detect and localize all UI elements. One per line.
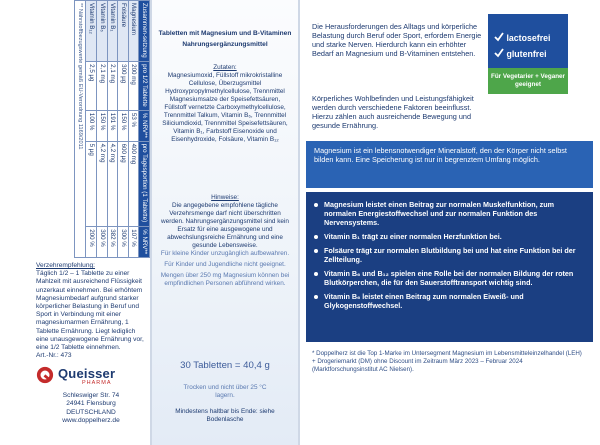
best-before: Mindestens haltbar bis Ende: siehe Bodenlasche xyxy=(175,408,275,423)
address-line: DEUTSCHLAND xyxy=(66,408,116,416)
cell-nrv1: 191 % xyxy=(107,110,118,141)
cell-name: Vitamin B₁₂ xyxy=(86,1,97,62)
art-number: Art.-Nr.: 473 xyxy=(36,352,72,359)
claim-text: Folsäure trägt zur normalen Blutbildung bei und hat eine Funktion bei der Zellteilung. xyxy=(324,246,576,264)
address-line: Schleswiger Str. 74 xyxy=(62,392,120,399)
cell-half: 2,1 mg xyxy=(97,62,108,111)
badge-gluten-label: glutenfrei xyxy=(506,49,547,59)
cell-nrv2: 300 % xyxy=(97,227,108,258)
table-row xyxy=(128,1,139,258)
cell-day: 5 µg xyxy=(86,141,97,227)
hdr-per-half: pro 1/2 Tablette xyxy=(139,62,150,111)
bullet-icon xyxy=(314,203,318,207)
hdr-per-day: pro Tagesportion (1 Tablette) xyxy=(139,141,150,227)
ingredients-block xyxy=(158,64,292,144)
table-row xyxy=(107,1,118,258)
cell-name: Folsäure xyxy=(118,1,129,62)
footnote: * Doppelherz ist die Top 1-Marke im Untersegment Magnesium im Lebensmitteleinzelhandel (LEH) + Drogeriemarkt (DM) ohne Discount im Zeitraum März 2023 – Februar 2024 (Marktforschungsinstitut AC Nielsen). xyxy=(312,350,582,373)
brand-logo xyxy=(36,364,146,388)
claim-item xyxy=(314,200,585,227)
cell-nrv1: 100 % xyxy=(86,110,97,141)
claim-item xyxy=(314,232,585,241)
middle-panel xyxy=(152,0,298,445)
badge-lactose xyxy=(494,32,550,43)
nutrition-table xyxy=(74,0,150,258)
cell-day: 400 mg xyxy=(128,141,139,227)
cell-half: 2,5 µg xyxy=(86,62,97,111)
hdr-nrv2: % NRV** xyxy=(139,227,150,258)
youth-warning: Für Kinder und Jugendliche nicht geeignet. xyxy=(164,261,286,268)
verzehr-heading: Verzehrempfehlung: xyxy=(36,262,96,269)
notes-heading: Hinweise: xyxy=(211,194,239,201)
cell-nrv2: 200 % xyxy=(86,227,97,258)
cell-nrv1: 53 % xyxy=(128,110,139,141)
table-row xyxy=(118,1,129,258)
storage: Trocken und nicht über 25 °C lagern. xyxy=(183,384,267,399)
cell-nrv1: 150 % xyxy=(97,110,108,141)
check-icon xyxy=(494,48,504,58)
intro-text-2: Körperliches Wohlbefinden und Leistungsfähigkeit werden durch verschiedene Faktoren beeinflusst. Hierzu zählen auch ausreichende Bewegung und gesunde Ernährung. xyxy=(312,94,474,130)
claim-text: Vitamin B₆ und B₁₂ spielen eine Rolle bei der normalen Bildung der roten Blutkörperchen, die für den Sauerstofftransport wichtig sind. xyxy=(324,269,574,287)
table-row xyxy=(97,1,108,258)
cell-day: 600 µg xyxy=(118,141,129,227)
cell-half: 200 mg xyxy=(128,62,139,111)
bullet-icon xyxy=(314,295,318,299)
product-title: Tabletten mit Magnesium und B-Vitaminen xyxy=(158,30,292,37)
table-footnote: ** Nährstoffbezugswerte gemäß EU-Verordnung 1169/2011 xyxy=(74,1,86,258)
product-title-block xyxy=(158,30,292,49)
verzehr-text: Täglich 1/2 – 1 Tablette zu einer Mahlzeit mit ausreichend Flüssigkeit unzerkaut einnehmen. Bei erhöhtem Magnesiumbedarf aufgrund starker körperlicher Belastung in Beruf und Sport in Verbindung mit einer magnesiumarmen Ernährung, 1 Tablette Ernährung. Liegt lediglich eine unausgewogene Ernährung vor, eine 1/2 Tablette einnehmen. xyxy=(36,270,144,352)
magnesium-callout: Magnesium ist ein lebensnotwendiger Mineralstoff, den der Körper nicht selbst bilden kann. Eine Speicherung ist nur in begrenztem Umfang möglich. xyxy=(306,141,593,188)
cell-half: 2,1 mg xyxy=(107,62,118,111)
cell-nrv2: 107 % xyxy=(128,227,139,258)
brand-name: Queisser xyxy=(58,366,116,381)
claim-item xyxy=(314,269,585,287)
quantity: 30 Tabletten = 40,4 g xyxy=(180,360,270,371)
health-claims-box xyxy=(306,192,593,342)
ingredients-heading: Zutaten: xyxy=(213,64,237,71)
check-icon xyxy=(494,32,504,42)
cell-name: Vitamin B₁ xyxy=(107,1,118,62)
cell-name: Vitamin B₆ xyxy=(97,1,108,62)
ingredients-text: Magnesiumoxid, Füllstoff mikrokristalline Cellulose, Überzugsmittel Hydroxypropylmethylcellulose, Trennmittel Magnesiumsalze der Speisefettsäuren, Füllstoff vernetzte Carboxymethylcellulose, Trennmittel Talkum, Vitamin B₆, Trennmittel Siliciumdioxid, Trennmittel Speisefettsäuren, Vitamin B₁, Farbstoff Eisenoxide und Eisenhydroxide, Folsäure, Vitamin B₁₂ xyxy=(162,72,288,143)
product-subtitle: Nahrungsergänzungsmittel xyxy=(182,41,268,48)
right-panel xyxy=(300,0,600,445)
nutrition-table-wrap xyxy=(0,0,150,258)
hdr-nutrient: Zusammen-setzung xyxy=(139,1,150,62)
claim-text: Vitamin B₆ leistet einen Beitrag zum normalen Eiweiß- und Glykogenstoffwechsel. xyxy=(324,292,524,310)
claim-item xyxy=(314,246,585,264)
claim-text: Magnesium leistet einen Beitrag zur normalen Muskelfunktion, zum normalen Energiestoffwechsel und zur normalen Funktion des Nervensystems. xyxy=(324,200,555,227)
claim-item xyxy=(314,292,585,310)
website-link: www.doppelherz.de xyxy=(62,417,120,425)
bullet-icon xyxy=(314,272,318,276)
cell-day: 4,2 mg xyxy=(107,141,118,227)
claim-text: Vitamin B₁ trägt zu einer normalen Herzfunktion bei. xyxy=(324,232,502,241)
children-warning: Für kleine Kinder unzugänglich aufbewahren. xyxy=(160,250,290,257)
cell-half: 300 µg xyxy=(118,62,129,111)
cell-nrv1: 150 % xyxy=(118,110,129,141)
cell-nrv2: 382 % xyxy=(107,227,118,258)
cell-nrv2: 300 % xyxy=(118,227,129,258)
badge-lactose-label: lactosefrei xyxy=(506,33,551,43)
cell-day: 4,2 mg xyxy=(97,141,108,227)
notes-text: Die angegebene empfohlene tägliche Verzehrsmenge darf nicht überschritten werden. Nahrungsergänzungsmittel sind kein Ersatz für eine ausgewogene und abwechslungsreiche Ernährung und eine gesunde Lebensweise. xyxy=(161,202,289,249)
hdr-nrv1: % NRV** xyxy=(139,110,150,141)
left-panel xyxy=(0,0,150,445)
brand-sub: PHARMA xyxy=(82,380,112,386)
address xyxy=(36,392,146,426)
vegan-badge: Für Vegetarier + Veganer geeignet xyxy=(488,68,568,94)
dose-warning: Mengen über 250 mg Magnesium können bei empfindlichen Personen abführend wirken. xyxy=(160,272,290,287)
table-row xyxy=(86,1,97,258)
queisser-logo-icon xyxy=(36,366,54,384)
verzehr-block xyxy=(36,262,146,352)
bullet-icon xyxy=(314,235,318,239)
intro-text: Die Herausforderungen des Alltags und körperliche Belastung durch Beruf oder Sport, erfordern Energie und starke Nerven. Hierdurch kann ein erhöhter Bedarf an Magnesium und B-Vitaminen entstehen. xyxy=(312,22,482,58)
address-line: 24941 Flensburg xyxy=(66,400,116,408)
notes-block xyxy=(158,194,292,288)
nutrition-table-rotated xyxy=(0,0,150,258)
badge-gluten xyxy=(494,48,547,59)
cell-name: Magnesium xyxy=(128,1,139,62)
bullet-icon xyxy=(314,249,318,253)
